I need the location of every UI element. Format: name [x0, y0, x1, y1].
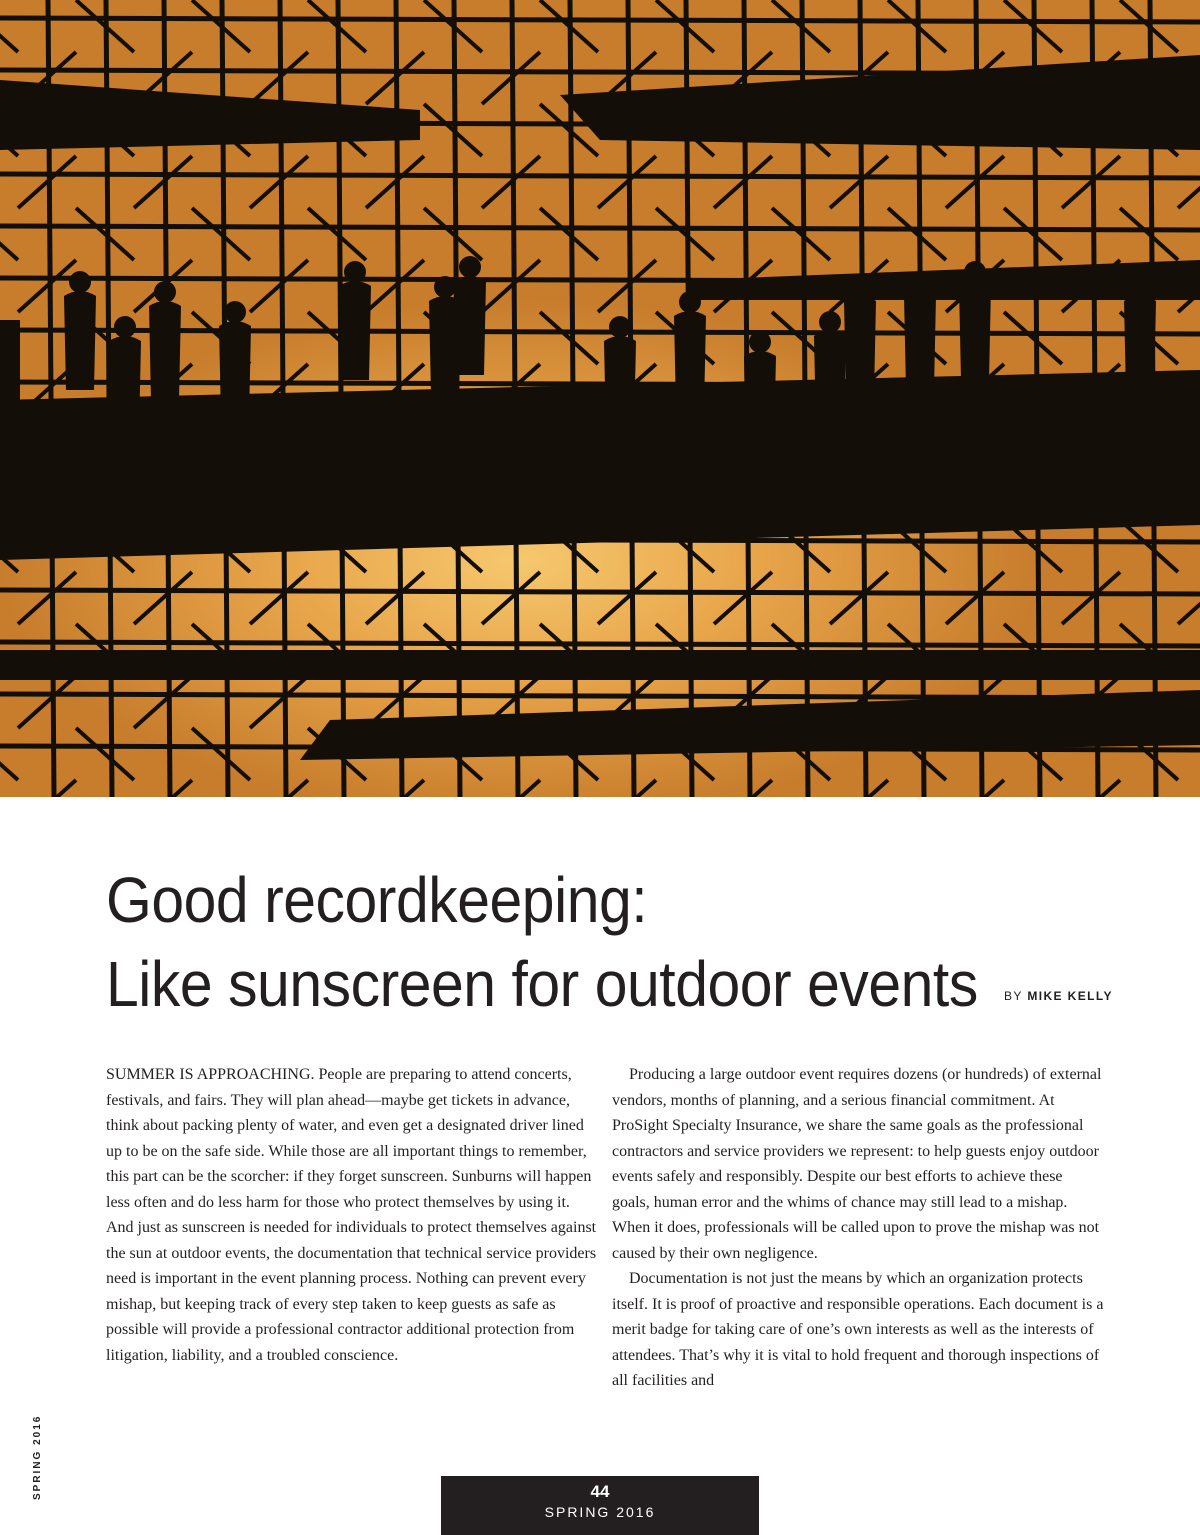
footer-issue: SPRING 2016	[544, 1504, 656, 1520]
title-line-2: Like sunscreen for outdoor events	[106, 948, 978, 1020]
body-column-right	[612, 1062, 1104, 1394]
article-title	[106, 858, 1026, 1026]
body-paragraph: Documentation is not just the means by which an organization protects itself. It is proof of proactive and responsible operations. Each document is a merit badge for taking care of one’s own interests as well as the interests of attendees. That’s why it is vital to hold frequent and thorough inspections of all facilities and	[612, 1270, 1104, 1389]
page-number: 44	[590, 1482, 610, 1501]
side-issue-label: SPRING 2016	[32, 1414, 43, 1500]
body-column-left	[106, 1062, 598, 1368]
byline-prefix: BY	[1004, 989, 1023, 1003]
page-footer	[441, 1476, 759, 1535]
body-paragraph: Producing a large outdoor event requires dozens (or hundreds) of external vendors, months of planning, and a serious financial commitment. At ProSight Specialty Insurance, we share the same goals as the professional contractors and service providers we represent: to help guests enjoy outdoor events safely and responsibly. Despite our best efforts to achieve these goals, human error and the whims of chance may still lead to a mishap. When it does, professionals will be called upon to prove the mishap was not caused by their own negligence.	[612, 1066, 1102, 1262]
title-line-1: Good recordkeeping:	[106, 864, 648, 936]
body-paragraph: SUMMER IS APPROACHING. People are preparing to attend concerts, festivals, and fairs. They will plan ahead—maybe get tickets in advance, think about packing plenty of water, and even get a designated driver lined up to be on the safe side. While those are all important things to remember, this part can be the scorcher: if they forget sunscreen. Sunburns will happen less often and do less harm for those who protect themselves by using it. And just as sunscreen is needed for individuals to protect themselves against the sun at outdoor events, the documentation that technical service providers need is important in the event planning process. Nothing can prevent every mishap, but keeping track of every step taken to keep guests as safe as possible will provide a professional contractor additional protection from litigation, liability, and a troubled conscience.	[106, 1066, 597, 1364]
author-name: MIKE KELLY	[1027, 989, 1113, 1003]
byline	[1004, 989, 1113, 1003]
